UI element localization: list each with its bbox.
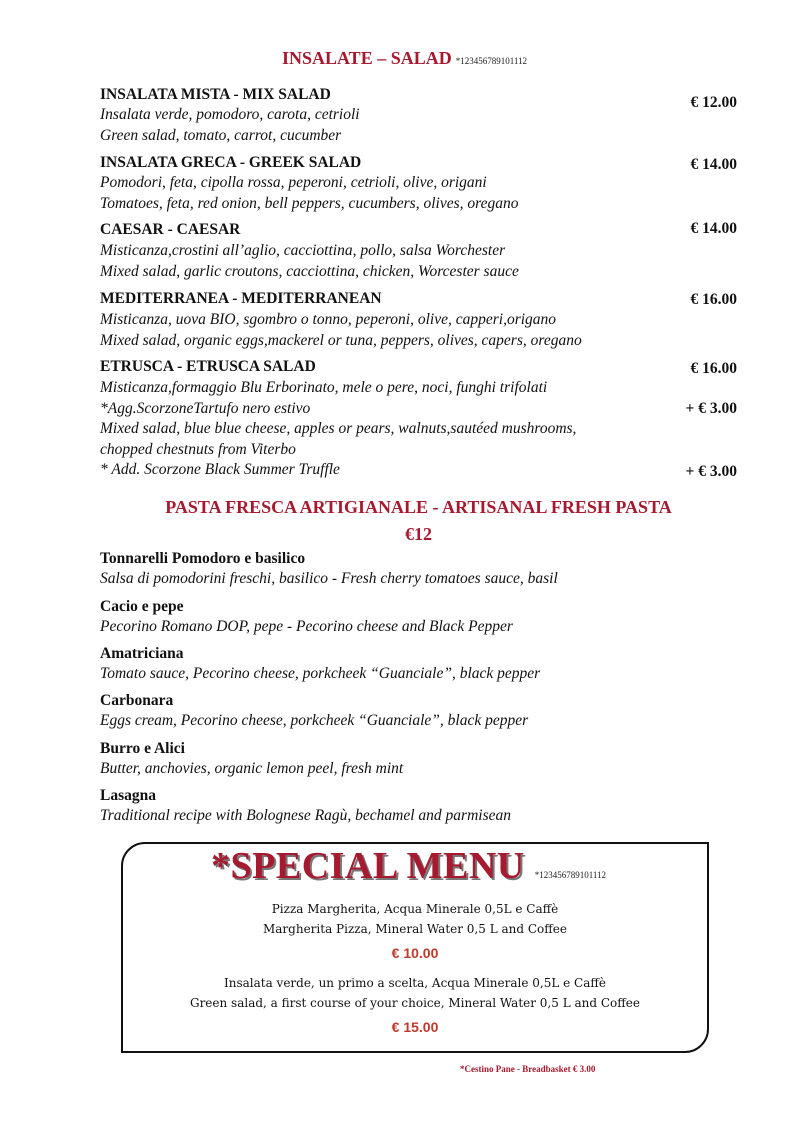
salad-item-name: CAESAR - CAESAR <box>100 221 241 238</box>
salad-section-title: INSALATE – SALAD <box>282 48 452 68</box>
salad-item-desc-en: Mixed salad, garlic croutons, cacciottina, chicken, Worcester sauce <box>100 263 519 280</box>
salad-item-price: € 14.00 <box>690 220 737 237</box>
salad-item-name: MEDITERRANEA - MEDITERRANEAN <box>100 290 382 307</box>
pasta-item-name: Lasagna <box>100 787 156 804</box>
pasta-item-name: Tonnarelli Pomodoro e basilico <box>100 550 306 567</box>
special-offer2-it: Insalata verde, un primo a scelta, Acqua Minerale 0,5L e Caffè <box>223 976 607 990</box>
special-allergen-codes: *123456789101112 <box>534 870 607 880</box>
salad-item-desc-en: Mixed salad, blue blue cheese, apples or pears, walnuts,sautéed mushrooms, <box>100 420 577 437</box>
salad-item-price: € 12.00 <box>690 94 737 111</box>
breadbasket-note: *Cestino Pane - Breadbasket € 3.00 <box>460 1064 596 1074</box>
pasta-item-desc: Eggs cream, Pecorino cheese, porkcheek “Guanciale”, black pepper <box>100 712 529 729</box>
pasta-item-desc: Traditional recipe with Bolognese Ragù, bechamel and parmisean <box>100 807 511 824</box>
pasta-item-desc: Tomato sauce, Pecorino cheese, porkcheek “Guanciale”, black pepper <box>100 665 541 682</box>
pasta-item-name: Burro e Alici <box>100 740 185 757</box>
pasta-item-desc: Pecorino Romano DOP, pepe - Pecorino cheese and Black Pepper <box>100 618 513 635</box>
pasta-item-name: Cacio e pepe <box>100 598 184 615</box>
special-offer2-price: € 15.00 <box>391 1019 439 1035</box>
salad-item-addon-price: + € 3.00 <box>685 400 737 417</box>
special-offer1-en: Margherita Pizza, Mineral Water 0,5 L and Coffee <box>262 922 567 936</box>
pasta-section-price: €12 <box>405 524 432 544</box>
pasta-section-title: PASTA FRESCA ARTIGIANALE - ARTISANAL FRESH PASTA <box>165 497 672 517</box>
special-menu-title: *SPECIAL MENU <box>211 845 525 887</box>
salad-item-name: INSALATA MISTA - MIX SALAD <box>100 86 331 103</box>
salad-item-price: € 16.00 <box>690 360 737 377</box>
special-menu-box <box>121 842 709 1053</box>
special-offer1-it: Pizza Margherita, Acqua Minerale 0,5L e Caffè <box>271 902 559 916</box>
salad-item-desc-en: chopped chestnuts from Viterbo <box>100 441 296 458</box>
salad-allergen-codes: *123456789101112 <box>455 56 528 66</box>
salad-item-desc-it: Misticanza,crostini all’aglio, cacciottina, pollo, salsa Worchester <box>100 242 506 259</box>
pasta-item-name: Amatriciana <box>100 645 184 662</box>
salad-item-desc-en: Mixed salad, organic eggs,mackerel or tuna, peppers, olives, capers, oregano <box>100 332 582 349</box>
special-offer2-en: Green salad, a first course of your choice, Mineral Water 0,5 L and Coffee <box>189 996 640 1010</box>
special-offer1-price: € 10.00 <box>391 945 439 961</box>
salad-item-desc-it: Insalata verde, pomodoro, carota, cetrioli <box>100 106 360 123</box>
salad-item-desc-it: Misticanza, uova BIO, sgombro o tonno, peperoni, olive, capperi,origano <box>100 311 557 328</box>
salad-item-desc-en: Green salad, tomato, carrot, cucumber <box>100 127 342 144</box>
salad-item-price: € 16.00 <box>690 291 737 308</box>
salad-item-name: INSALATA GRECA - GREEK SALAD <box>100 154 362 171</box>
salad-item-price: € 14.00 <box>690 156 737 173</box>
salad-item-addon-price: + € 3.00 <box>685 463 737 480</box>
salad-item-addon-it: *Agg.ScorzoneTartufo nero estivo <box>100 400 311 417</box>
special-menu-header <box>211 844 606 888</box>
salad-item-addon-en: * Add. Scorzone Black Summer Truffle <box>100 461 340 478</box>
salad-item-desc-it: Pomodori, feta, cipolla rossa, peperoni, cetrioli, olive, origani <box>100 174 487 191</box>
salad-item-desc-en: Tomatoes, feta, red onion, bell peppers, cucumbers, olives, oregano <box>100 195 519 212</box>
pasta-item-desc: Butter, anchovies, organic lemon peel, fresh mint <box>100 760 404 777</box>
salad-item-desc-it: Misticanza,formaggio Blu Erborinato, mele o pere, noci, funghi trifolati <box>100 379 548 396</box>
pasta-item-name: Carbonara <box>100 692 174 709</box>
salad-section-header <box>282 48 527 69</box>
salad-item-name: ETRUSCA - ETRUSCA SALAD <box>100 358 316 375</box>
pasta-item-desc: Salsa di pomodorini freschi, basilico - Fresh cherry tomatoes sauce, basil <box>100 570 558 587</box>
